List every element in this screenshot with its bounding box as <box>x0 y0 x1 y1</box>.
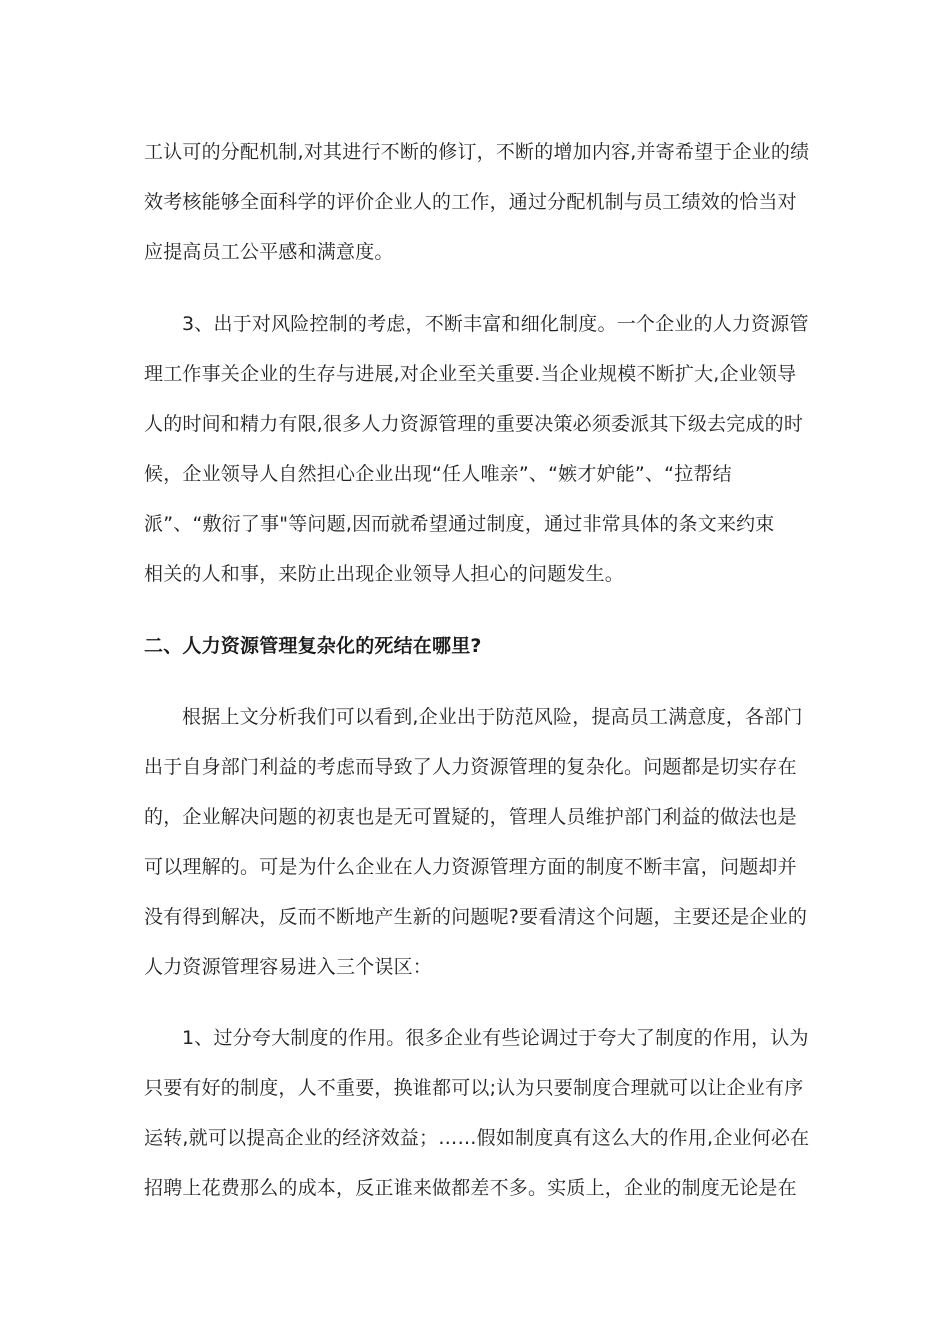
paragraph-1-line-1: 工认可的分配机制,对其进行不断的修订，不断的增加内容,并寄希望于企业的绩 <box>144 141 810 163</box>
paragraph-4-line-2: 只要有好的制度，人不重要，换谁都可以;认为只要制度合理就可以让企业有序 <box>144 1077 804 1099</box>
paragraph-2-line-1: 3、出于对风险控制的考虑，不断丰富和细化制度。一个企业的人力资源管 <box>182 313 809 335</box>
paragraph-1-line-3: 应提高员工公平感和满意度。 <box>144 241 394 263</box>
paragraph-1-line-2: 效考核能够全面科学的评价企业人的工作，通过分配机制与员工绩效的恰当对 <box>144 191 797 213</box>
paragraph-4-line-1: 1、过分夸大制度的作用。很多企业有些论调过于夸大了制度的作用，认为 <box>182 1027 809 1049</box>
paragraph-2-line-6: 相关的人和事，来防止出现企业领导人担心的问题发生。 <box>144 563 625 585</box>
paragraph-3-line-1: 根据上文分析我们可以看到,企业出于防范风险，提高员工满意度，各部门 <box>182 706 803 728</box>
paragraph-3-line-4: 可以理解的。可是为什么企业在人力资源管理方面的制度不断丰富，问题却并 <box>144 856 797 878</box>
paragraph-4-line-3: 运转,就可以提高企业的经济效益；……假如制度真有这么大的作用,企业何必在 <box>144 1127 810 1149</box>
paragraph-4-line-4: 招聘上花费那么的成本，反正谁来做都差不多。实质上，企业的制度无论是在 <box>144 1177 797 1199</box>
paragraph-2-line-2: 理工作事关企业的生存与进展,对企业至关重要.当企业规模不断扩大,企业领导 <box>144 363 797 385</box>
paragraph-3-line-2: 出于自身部门利益的考虑而导致了人力资源管理的复杂化。问题都是切实存在 <box>144 756 797 778</box>
paragraph-3-line-5: 没有得到解决，反而不断地产生新的问题呢?要看清这个问题，主要还是企业的 <box>144 906 808 928</box>
paragraph-2-line-5: 派”、“敷衍了事"等问题,因而就希望通过制度，通过非常具体的条文来约束 <box>144 513 775 535</box>
paragraph-2-line-3: 人的时间和精力有限,很多人力资源管理的重要决策必须委派其下级去完成的时 <box>144 413 804 435</box>
paragraph-2-line-4: 候，企业领导人自然担心企业出现“任人唯亲”、“嫉才妒能”、“拉帮结 <box>144 463 732 485</box>
paragraph-3-line-6: 人力资源管理容易进入三个误区： <box>144 956 433 978</box>
section-heading: 二、人力资源管理复杂化的死结在哪里? <box>144 635 482 657</box>
paragraph-3-line-3: 的，企业解决问题的初衷也是无可置疑的，管理人员维护部门利益的做法也是 <box>144 806 797 828</box>
